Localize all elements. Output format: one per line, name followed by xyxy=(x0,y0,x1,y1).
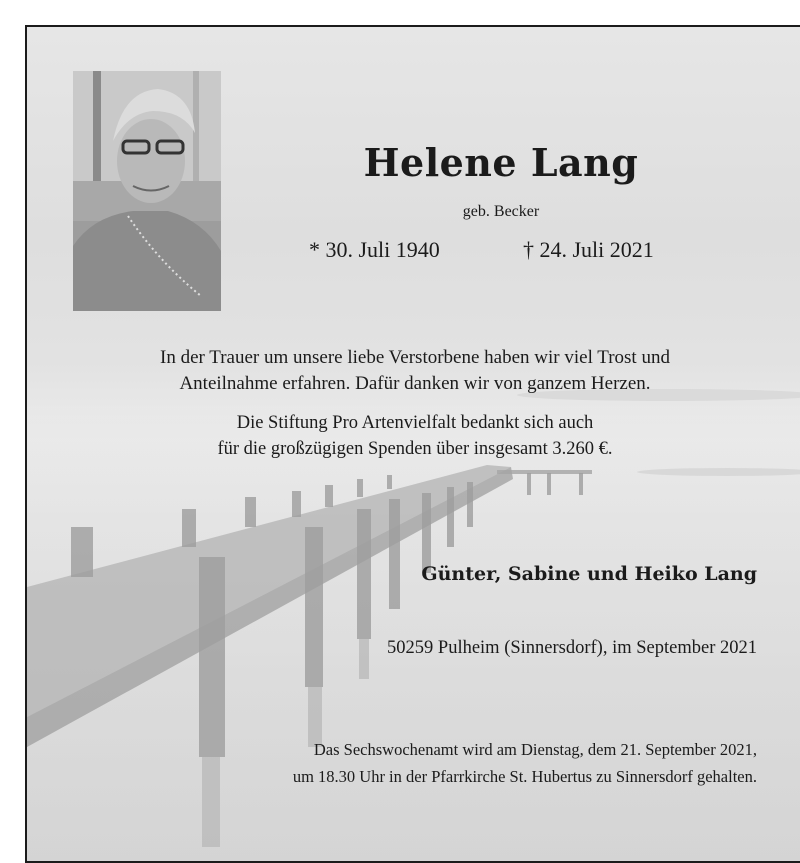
portrait-photo xyxy=(73,71,221,311)
donation-line-1: Die Stiftung Pro Artenvielfalt bedankt sich auch xyxy=(236,413,594,433)
birth-name: geb. Becker xyxy=(462,203,540,220)
birth-date: * 30. Juli 1940 xyxy=(309,237,440,262)
obituary-frame xyxy=(25,25,800,863)
mass-line-1: Das Sechswochenamt wird am Dienstag, dem 21. September 2021, xyxy=(313,740,757,759)
death-date: † 24. Juli 2021 xyxy=(523,237,654,262)
place-date: 50259 Pulheim (Sinnersdorf), im September 2021 xyxy=(387,638,757,658)
thanks-paragraph xyxy=(67,345,763,397)
donation-line-2: für die großzügigen Spenden über insgesamt 3.260 €. xyxy=(217,439,613,459)
donation-paragraph xyxy=(67,410,763,462)
mass-line-2: um 18.30 Uhr in der Pfarrkirche St. Hubertus zu Sinnersdorf gehalten. xyxy=(292,767,757,786)
deceased-name: Helene Lang xyxy=(363,140,639,185)
thanks-line-2: Anteilnahme erfahren. Dafür danken wir von ganzem Herzen. xyxy=(179,373,651,394)
thanks-line-1: In der Trauer um unsere liebe Verstorbene haben wir viel Trost und xyxy=(160,347,670,368)
family-signature: Günter, Sabine und Heiko Lang xyxy=(421,563,757,585)
mass-announcement xyxy=(157,736,757,790)
